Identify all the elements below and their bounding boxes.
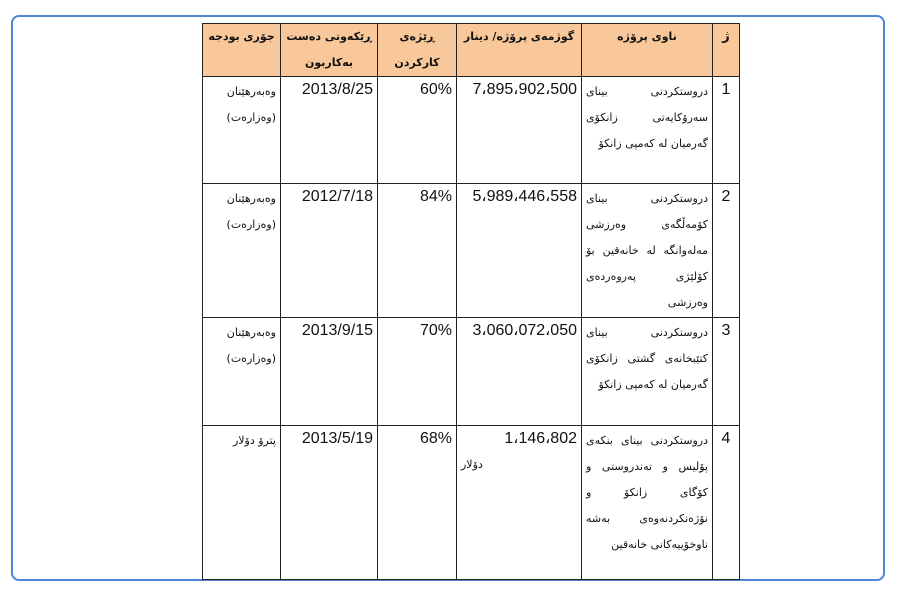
project-cost-cell — [457, 318, 582, 426]
table-row — [203, 184, 740, 318]
work-rate-cell: 68% — [378, 426, 457, 580]
header-work-rate: ڕێژەی کارکردن — [378, 24, 457, 77]
project-name-cell: دروستکردنی بینای کتێبخانەی گشتی زانکۆی گەرمیان لە کەمپی زانکۆ — [582, 318, 713, 426]
project-cost-cell — [457, 184, 582, 318]
start-date-cell: 2012/7/18 — [281, 184, 378, 318]
project-name-cell: دروستکردنی بینای بنکەی پۆلیس و تەندروستی و کۆگای زانکۆ و نۆژەنکردنەوەی بەشە ناوخۆییەکانی خانەقین — [582, 426, 713, 580]
start-date-cell: 2013/8/25 — [281, 77, 378, 184]
table-row — [203, 318, 740, 426]
start-date-cell: 2013/5/19 — [281, 426, 378, 580]
cost-value: 5،989،446،558 — [472, 188, 577, 205]
project-cost-cell — [457, 426, 582, 580]
header-budget-type: جۆری بودجە — [203, 24, 281, 77]
header-project-cost: گوژمەی پرۆژە/ دینار — [457, 24, 582, 77]
cost-value: 7،895،902،500 — [472, 81, 577, 98]
project-name-cell: دروستکردنی بینای سەرۆکایەتی زانکۆی گەرمیان لە کەمپی زانکۆ — [582, 77, 713, 184]
header-number: ژ — [713, 24, 740, 77]
table-row — [203, 77, 740, 184]
row-number-cell: 1 — [713, 77, 740, 184]
row-number-cell: 4 — [713, 426, 740, 580]
header-project-name: ناوی پرۆژە — [582, 24, 713, 77]
cost-value: 3،060،072،050 — [472, 322, 577, 339]
table-header-row — [203, 24, 740, 77]
projects-table — [202, 23, 740, 580]
project-name-cell: دروستکردنی بینای کۆمەڵگەی وەرزشی مەلەوانگە لە خانەقین بۆ کۆلێژی پەروەردەی وەرزشی — [582, 184, 713, 318]
header-start-date: ڕێکەوتی دەست بەکاربون — [281, 24, 378, 77]
project-cost-cell — [457, 77, 582, 184]
work-rate-cell: 60% — [378, 77, 457, 184]
row-number-cell: 2 — [713, 184, 740, 318]
budget-type-cell: وەبەرهێنان (وەزارەت) — [203, 184, 281, 318]
budget-type-cell: وەبەرهێنان (وەزارەت) — [203, 77, 281, 184]
work-rate-cell: 84% — [378, 184, 457, 318]
budget-type-cell: وەبەرهێنان (وەزارەت) — [203, 318, 281, 426]
row-number-cell: 3 — [713, 318, 740, 426]
budget-type-cell: پترۆ دۆلار — [203, 426, 281, 580]
table-row — [203, 426, 740, 580]
cost-unit: دۆلار — [461, 458, 483, 471]
start-date-cell: 2013/9/15 — [281, 318, 378, 426]
work-rate-cell: 70% — [378, 318, 457, 426]
cost-value: 1،146،802 — [504, 430, 577, 447]
